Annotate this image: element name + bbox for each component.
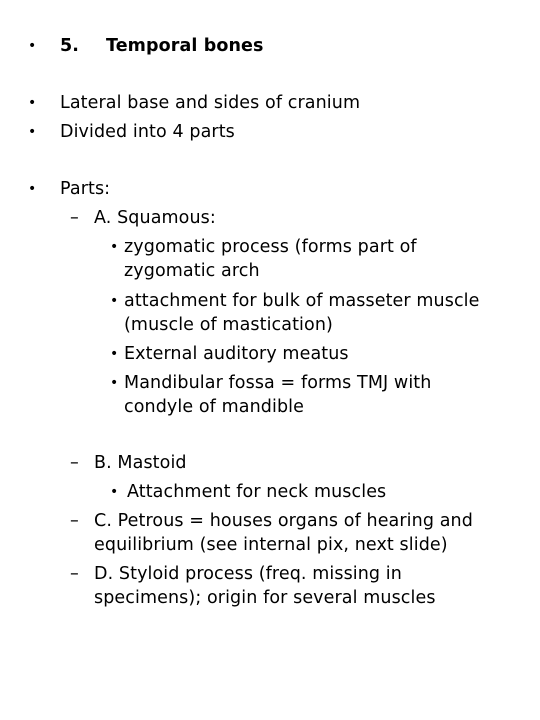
bullet: • bbox=[28, 181, 37, 197]
dash: – bbox=[70, 453, 79, 473]
sub-bullet: • bbox=[110, 239, 119, 255]
part-a-item: External auditory meatus bbox=[124, 344, 349, 364]
part-c-text: C. Petrous = houses organs of hearing and bbox=[94, 511, 473, 531]
sub-bullet: • bbox=[110, 484, 119, 500]
page-title: Temporal bones bbox=[106, 36, 264, 56]
part-a-item-cont: condyle of mandible bbox=[124, 397, 304, 417]
parts-heading: Parts: bbox=[60, 179, 111, 199]
sub-bullet: • bbox=[110, 293, 119, 309]
intro-item: Divided into 4 parts bbox=[60, 122, 235, 142]
part-a-label: A. Squamous: bbox=[94, 208, 216, 228]
bullet: • bbox=[28, 38, 37, 54]
part-d-text: D. Styloid process (freq. missing in bbox=[94, 564, 402, 584]
sub-bullet: • bbox=[110, 346, 119, 362]
part-c-text-cont: equilibrium (see internal pix, next slide) bbox=[94, 535, 448, 555]
part-a-item: zygomatic process (forms part of bbox=[124, 237, 417, 257]
title-number: 5. bbox=[60, 36, 80, 56]
bullet: • bbox=[28, 124, 37, 140]
part-a-item: Mandibular fossa = forms TMJ with bbox=[124, 373, 432, 393]
part-a-item: attachment for bulk of masseter muscle bbox=[124, 291, 480, 311]
dash: – bbox=[70, 564, 79, 584]
bullet: • bbox=[28, 95, 37, 111]
part-b-label: B. Mastoid bbox=[94, 453, 187, 473]
part-a-item-cont: zygomatic arch bbox=[124, 261, 260, 281]
part-b-item: Attachment for neck muscles bbox=[127, 482, 387, 502]
dash: – bbox=[70, 511, 79, 531]
dash: – bbox=[70, 208, 79, 228]
part-d-text-cont: specimens); origin for several muscles bbox=[94, 588, 436, 608]
sub-bullet: • bbox=[110, 375, 119, 391]
intro-item: Lateral base and sides of cranium bbox=[60, 93, 361, 113]
part-a-item-cont: (muscle of mastication) bbox=[124, 315, 333, 335]
